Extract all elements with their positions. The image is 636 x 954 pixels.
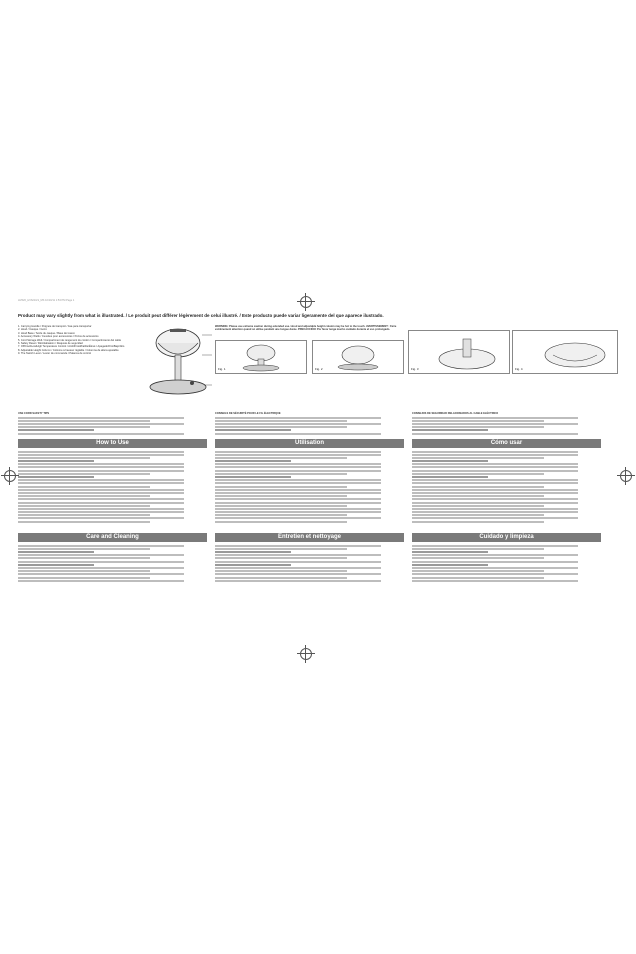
section-bar-care-cleaning: Care and Cleaning (18, 533, 207, 542)
section-bar-utilisation: Utilisation (215, 439, 404, 448)
section-bar-cuidado: Cuidado y limpieza (412, 533, 601, 542)
product-disclaimer: Product may vary slightly from what is illustrated. / Le produit peut différer légèrement de celui illustré. / Este producto puede variar ligeramente del que aparece ilustrado. (18, 313, 384, 318)
part-item: 1. Carrying Handle / Poignée de transport / Asa para transportar (18, 325, 92, 328)
part-item: 2. Hood / Casque / Gorro (18, 328, 47, 332)
figure-label: Fig. 4 (515, 367, 523, 371)
figure-label: Fig. 3 (411, 367, 419, 371)
section-bar-entretien: Entretien et nettoyage (215, 533, 404, 542)
registration-mark-right (620, 470, 632, 482)
cord-safety-heading: USE CORD SAFETY TIPS (18, 412, 50, 415)
figure-4 (512, 330, 618, 374)
french-column (215, 412, 404, 583)
parts-list (18, 325, 138, 356)
part-item: 3. Hood Base / Socle du casque / Base del casco (18, 331, 75, 335)
part-item: 7. Off/Cool/Low/High Temperature Control / Arrêt/Froid/Faible/Élevé / Apagado/Frío/Bajo/Alto (18, 345, 125, 349)
cord-safety-heading: CONSEILS DE SÉCURITÉ POUR LE FIL ÉLECTRIQUE (215, 412, 281, 415)
figure-label: Fig. 1 (218, 367, 226, 371)
part-item: 8. Adjustable Height Column / Colonne à hauteur réglable / Columna de altura ajustable (18, 348, 119, 352)
part-item: 9. The Switch Lever / Levier de commande / Palanca de control (18, 352, 91, 356)
figure-2 (312, 340, 404, 374)
section-bar-how-to-use: How to Use (18, 439, 207, 448)
figure-label: Fig. 2 (315, 367, 323, 371)
part-item: 6. Safety Reset / Réinitialisation / Reajuste de seguridad (18, 342, 83, 346)
registration-mark-bottom (300, 648, 312, 660)
registration-mark-left (4, 470, 16, 482)
cord-safety-heading: CONSEJOS DE SEGURIDAD RELACIONADOS AL CABLE ELÉCTRICO (412, 412, 499, 415)
hood-dryer-illustration (140, 325, 215, 405)
part-item: 4. Accessory Wells / Cuvettes pour accessoires / Pozos de accesorios (18, 335, 99, 339)
figure-1 (215, 340, 307, 374)
warning-text: WARNING: Please use extreme caution during extended use. Hood and adjustable height column may be hot to the touch. AVERTISSEMENT : Faire extrêmement attention quand on utilise pendant une longue durée. PRECAUCIÓN: Por favor tenga mucho cuidado durante el uso prolongado. (215, 325, 397, 332)
print-slug: HV620_HV621GS_MS 10/10/11 1:53 PM Page 1 (18, 299, 75, 302)
section-bar-como-usar: Cómo usar (412, 439, 601, 448)
figure-3 (408, 330, 510, 374)
part-item: 5. Cord Storage Well / Compartiment de rangement du cordon / Compartimiento del cable (18, 338, 122, 342)
english-column (18, 412, 207, 583)
spanish-column (412, 412, 601, 583)
registration-mark-top (300, 296, 312, 308)
